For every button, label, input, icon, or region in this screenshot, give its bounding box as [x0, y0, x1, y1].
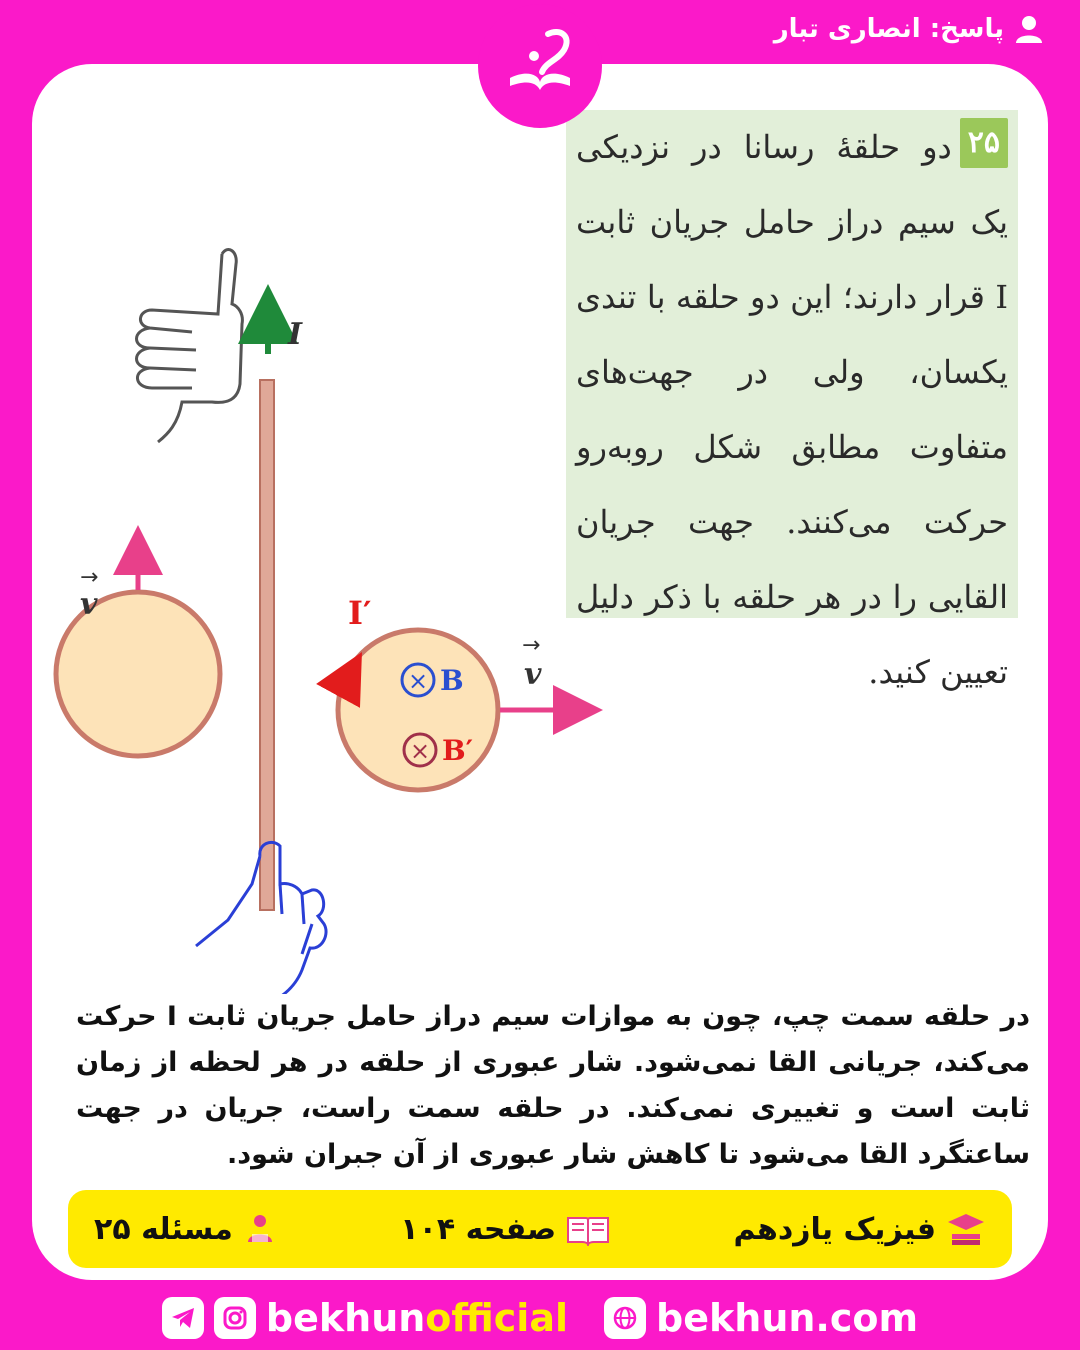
info-subject	[734, 1212, 987, 1247]
field-b-cross-icon: ×	[408, 667, 429, 695]
open-book-icon	[566, 1212, 610, 1246]
user-icon	[1014, 14, 1044, 44]
website-link[interactable]	[604, 1296, 918, 1340]
induced-current-label: I′	[348, 594, 372, 632]
field-b-label: B	[440, 664, 464, 697]
long-wire	[260, 380, 274, 910]
graduation-cap-icon	[946, 1212, 986, 1246]
footer	[0, 1285, 1080, 1350]
website-text: bekhun.com	[656, 1295, 919, 1340]
teacher-icon	[243, 1212, 277, 1246]
info-problem	[94, 1212, 277, 1247]
answer-label-text: پاسخ: انصاری تبار	[773, 14, 1004, 44]
social-handle[interactable]	[162, 1296, 568, 1340]
info-bar	[68, 1190, 1012, 1268]
bekhun-logo	[478, 4, 602, 128]
problem-box	[566, 110, 1018, 691]
solution-text: در حلقه سمت چپ، چون به موازات سیم دراز حامل جریان ثابت I حرکت می‌کند، جریانی القا نمی‌شود. شار عبوری از حلقه در هر لحظه از زمان ثابت است و تغییری نمی‌کند. در حلقه سمت راست، جریان در جهت ساعتگرد القا می‌شود تا کاهش شار عبوری از آن جبران شود.	[76, 1001, 1030, 1170]
right-velocity-label: v	[524, 657, 542, 692]
book-logo-icon	[490, 16, 590, 116]
field-b-prime-label: B′	[442, 734, 474, 767]
left-vector-arrow-glyph: →	[80, 565, 99, 590]
wire-current-label: I	[288, 317, 303, 352]
subject-label: فیزیک یازدهم	[733, 1211, 936, 1247]
telegram-icon[interactable]	[162, 1297, 204, 1339]
problem-number: ۲۵	[960, 118, 1008, 168]
globe-icon[interactable]	[604, 1297, 646, 1339]
handle-accent: official	[425, 1295, 569, 1340]
problem-label: مسئله ۲۵	[94, 1211, 233, 1247]
field-b-prime-cross-icon: ×	[410, 737, 431, 765]
instagram-icon[interactable]	[214, 1297, 256, 1339]
thumbs-up-hand-icon	[137, 249, 243, 442]
problem-text: دو حلقهٔ رسانا در نزدیکی یک سیم دراز حامل جریان ثابت I قرار دارند؛ این دو حلقه با تندی یکسان، ولی در جهت‌های متفاوت مطابق شکل روبه‌رو حرکت می‌کنند. جهت جریان القایی را در هر حلقه با ذکر دلیل تعیین کنید.	[576, 128, 1008, 691]
right-vector-arrow-glyph: →	[522, 633, 541, 658]
info-page	[400, 1212, 610, 1247]
left-velocity-label: v	[80, 587, 98, 622]
physics-figure	[32, 234, 632, 994]
page-label: صفحه ۱۰۴	[400, 1211, 557, 1247]
handle-name: bekhun	[265, 1295, 426, 1340]
answer-label	[774, 14, 1044, 44]
content-card	[32, 64, 1048, 1280]
